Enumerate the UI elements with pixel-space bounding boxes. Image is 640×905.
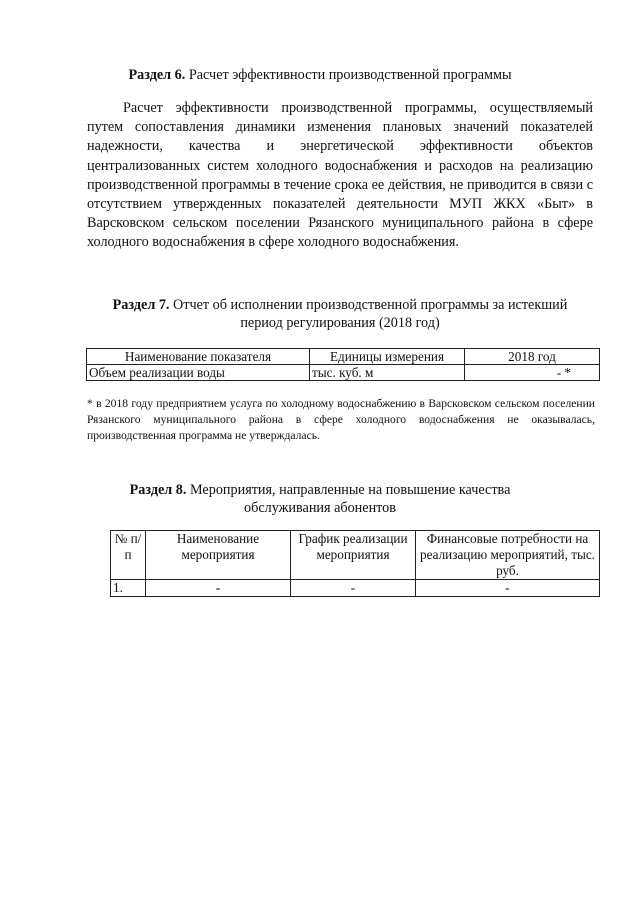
table-cell: -	[291, 580, 416, 597]
section7-title-line1: Отчет об исполнении производственной программы за истекший	[169, 297, 568, 313]
table-cell: - *	[465, 365, 600, 381]
section7-table	[86, 348, 600, 381]
table-header-cell: Наименование мероприятия	[146, 531, 291, 580]
section8-title-line1: Мероприятия, направленные на повышение качества	[186, 482, 511, 498]
section6-prefix: Раздел 6.	[128, 67, 186, 83]
table-header-cell: График реализации мероприятия	[291, 531, 416, 580]
table-header-cell: Наименование показателя	[87, 349, 310, 365]
section8-table	[110, 530, 600, 597]
section6-title: Расчет эффективности производственной программы	[185, 67, 512, 83]
table-cell: -	[146, 580, 291, 597]
section7-heading	[40, 296, 640, 332]
table-header-cell: Единицы измерения	[310, 349, 465, 365]
section7-prefix: Раздел 7.	[112, 297, 170, 313]
section8-prefix: Раздел 8.	[129, 482, 187, 498]
table-row	[87, 365, 600, 381]
table-cell: 1.	[111, 580, 146, 597]
table-cell: тыс. куб. м	[310, 365, 465, 381]
table-header-row	[111, 531, 600, 580]
section8-title-line2: обслуживания абонентов	[244, 500, 396, 516]
section7-title-line2: период регулирования (2018 год)	[240, 315, 440, 331]
section7-footnote: * в 2018 году предприятием услуга по холодному водоснабжению в Варсковском сельском поселении Рязанского муниципального района в сфере холодного водоснабжения не оказывалась, производственная программа не утверждалась.	[87, 397, 595, 442]
table-header-cell: № п/п	[111, 531, 146, 580]
table-cell: -	[416, 580, 600, 597]
table-cell: Объем реализации воды	[87, 365, 310, 381]
table-header-cell: Финансовые потребности на реализацию мероприятий, тыс. руб.	[416, 531, 600, 580]
section6-heading	[0, 66, 640, 84]
table-header-cell: 2018 год	[465, 349, 600, 365]
table-header-row	[87, 349, 600, 365]
table-row	[111, 580, 600, 597]
section6-body: Расчет эффективности производственной программы, осуществляемый путем сопоставления динамики изменения плановых значений показателей надежности, качества и энергетической эффективности объектов централизованных систем холодного водоснабжения и расходов на реализацию производственной программы в течение срока ее действия, не приводится в связи с отсутствием утвержденных показателей деятельности МУП ЖКХ «Быт» в Варсковском сельском поселении Рязанского муниципального района в сфере холодного водоснабжения в сфере холодного водоснабжения.	[87, 100, 593, 251]
section8-heading	[0, 481, 640, 517]
